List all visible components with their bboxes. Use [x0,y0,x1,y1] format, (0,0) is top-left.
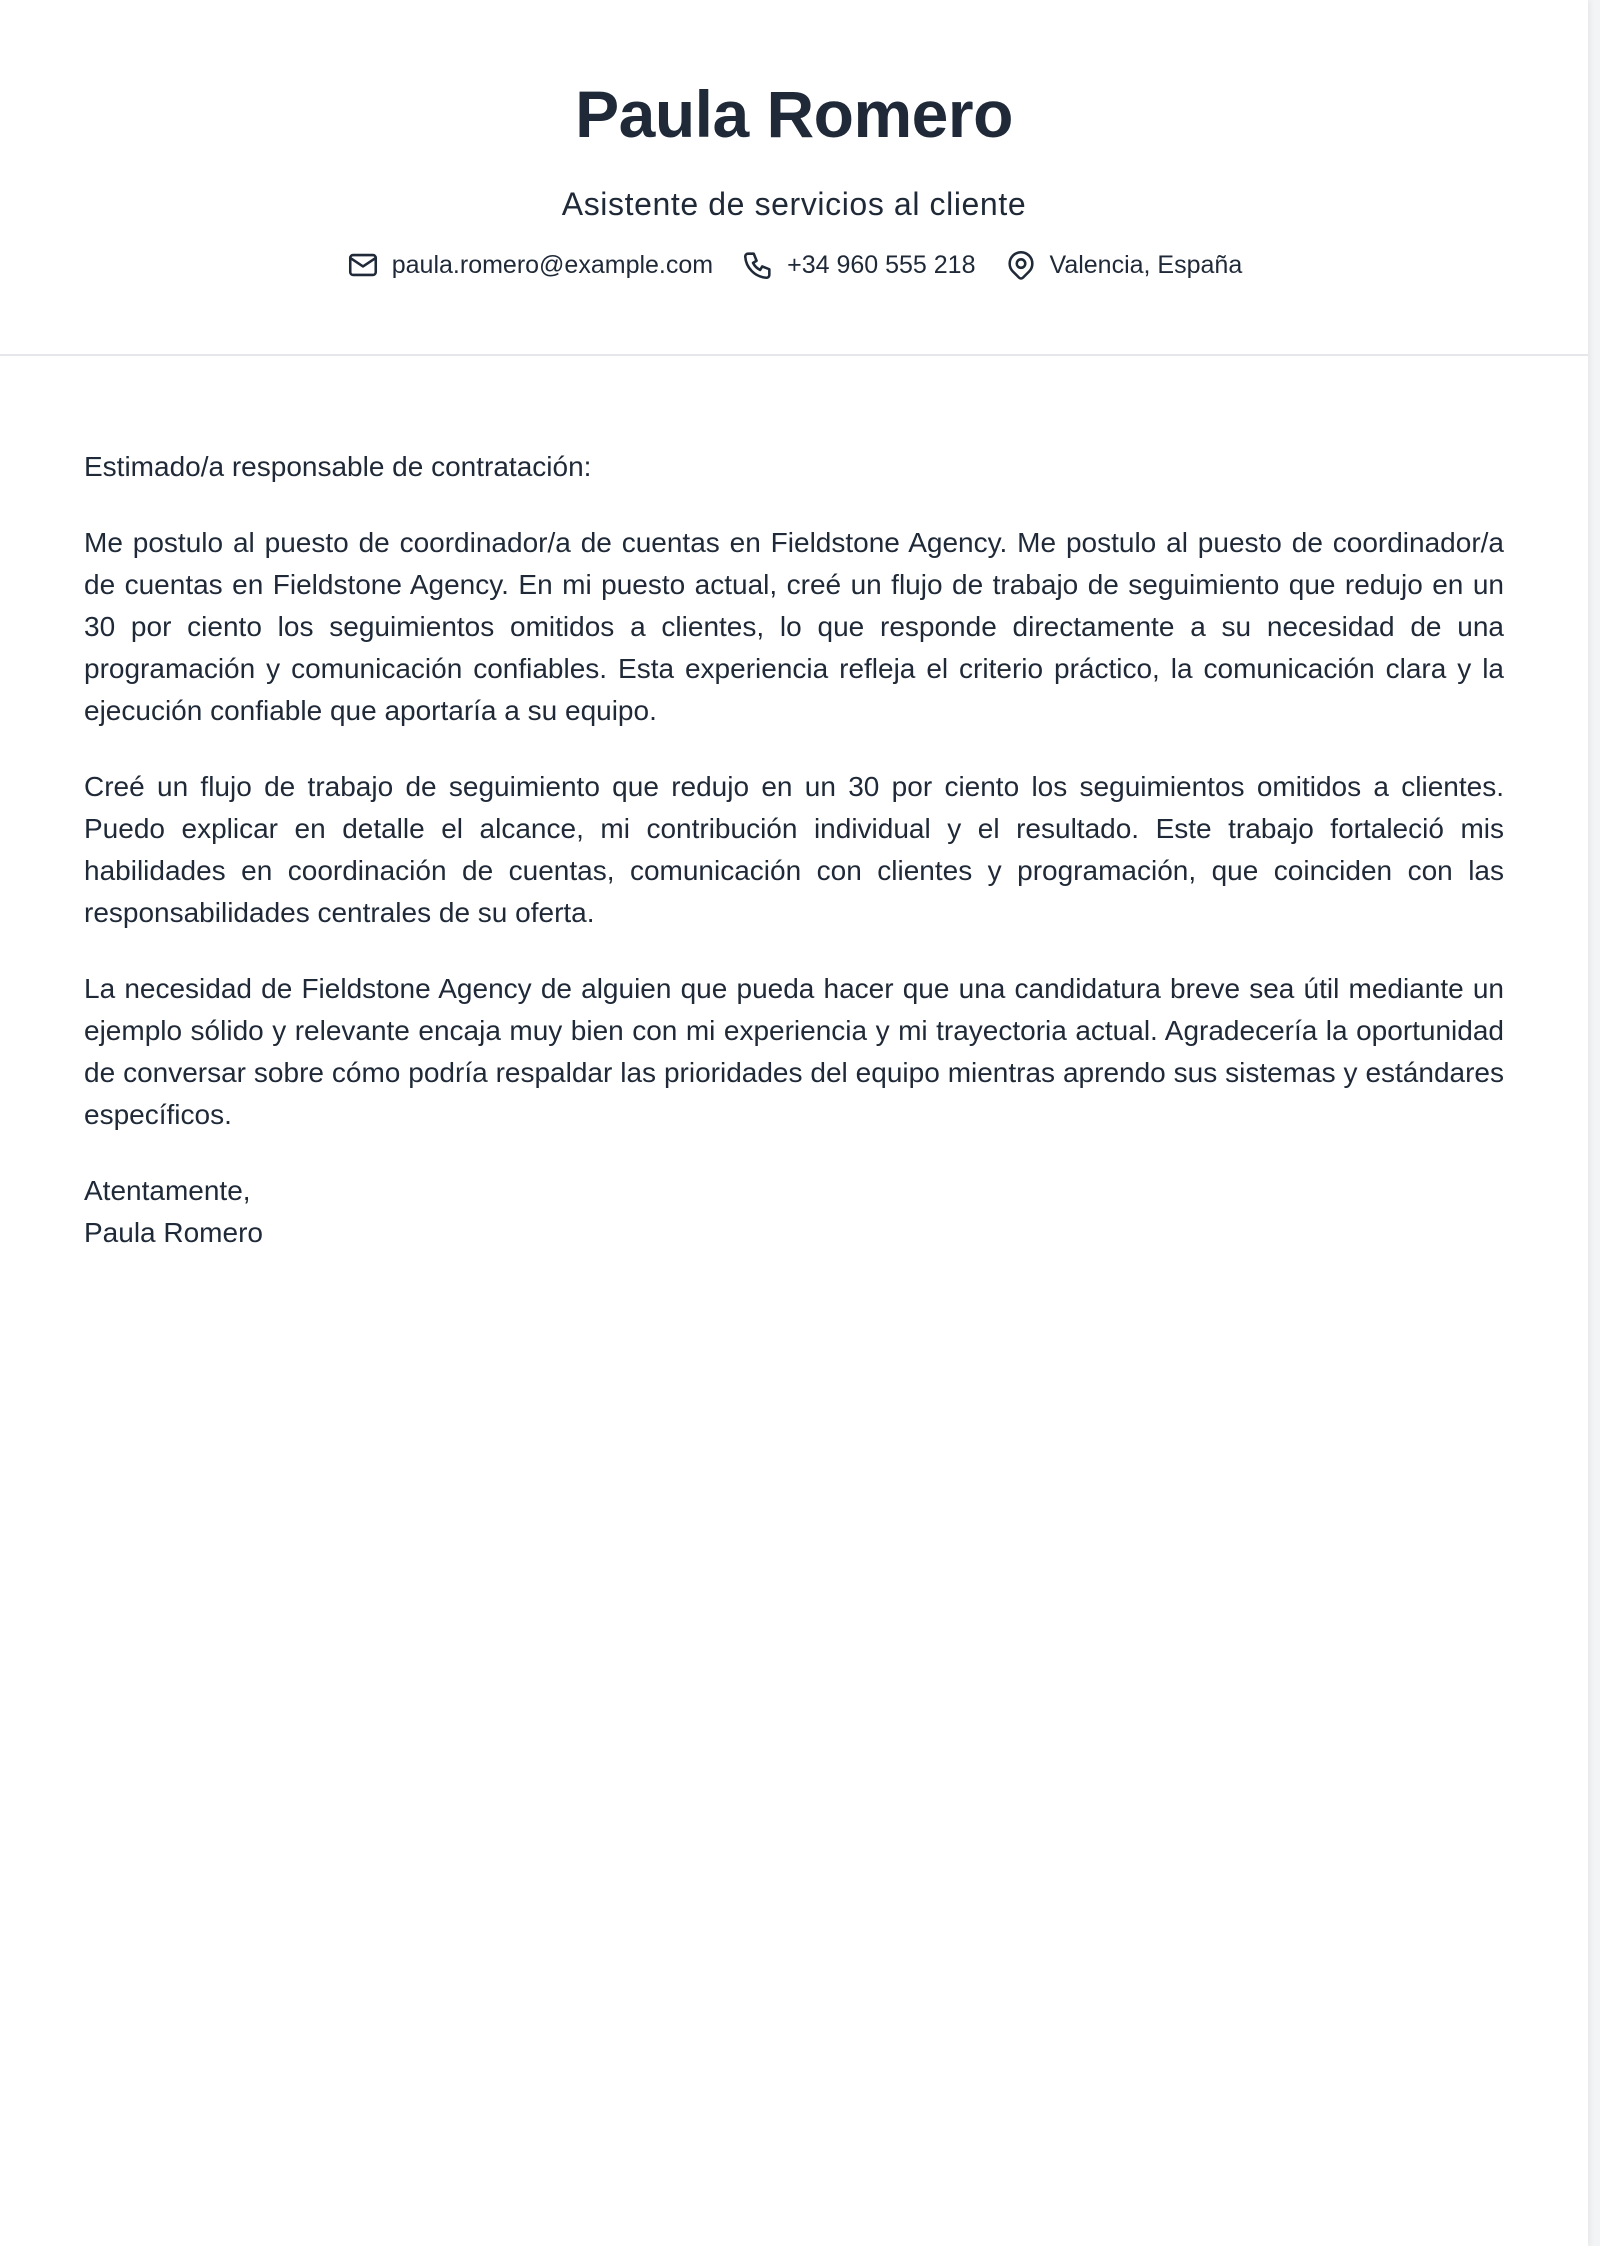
paragraph-3: La necesidad de Fieldstone Agency de alguien que pueda hacer que una candidatura breve sea útil mediante un ejemplo sólido y relevante encaja muy bien con mi experiencia y mi trayectoria actual. Agradecería la oportunidad de conversar sobre cómo podría respaldar las prioridades del equipo mientras aprendo sus sistemas y estándares específicos. [84,973,1504,1130]
phone-text: +34 960 555 218 [787,250,976,279]
contact-row [0,248,1588,282]
contact-email[interactable] [346,248,713,282]
closing: Atentamente, [84,1175,251,1206]
contact-location [1004,248,1243,282]
email-text: paula.romero@example.com [391,250,714,279]
location-text: Valencia, España [1049,250,1243,279]
paragraph-1: Me postulo al puesto de coordinador/a de cuentas en Fieldstone Agency. Me postulo al puesto de coordinador/a de cuentas en Fieldstone Agency. En mi puesto actual, creé un flujo de trabajo de seguimiento que redujo en un 30 por ciento los seguimientos omitidos a clientes, lo que responde directamente a su necesidad de una programación y comunicación confiables. Esta experiencia refleja el criterio práctico, la comunicación clara y la ejecución confiable que aportaría a su equipo. [84,527,1504,726]
contact-phone[interactable] [741,248,975,282]
paragraph-2: Creé un flujo de trabajo de seguimiento que redujo en un 30 por ciento los seguimientos omitidos a clientes. Puedo explicar en detalle el alcance, mi contribución individual y el resultado. Este trabajo fortaleció mis habilidades en coordinación de cuentas, comunicación con clientes y programación, que coinciden con las responsabilidades centrales de su oferta. [84,771,1504,928]
letter-header [0,0,1588,356]
signer-name: Paula Romero [84,1217,263,1248]
applicant-role: Asistente de servicios al cliente [561,186,1027,222]
location-pin-icon [1004,248,1038,282]
phone-icon [741,248,775,282]
mail-icon [346,248,380,282]
applicant-name: Paula Romero [575,77,1013,151]
salutation: Estimado/a responsable de contratación: [84,451,592,482]
letter-body [0,356,1588,1254]
